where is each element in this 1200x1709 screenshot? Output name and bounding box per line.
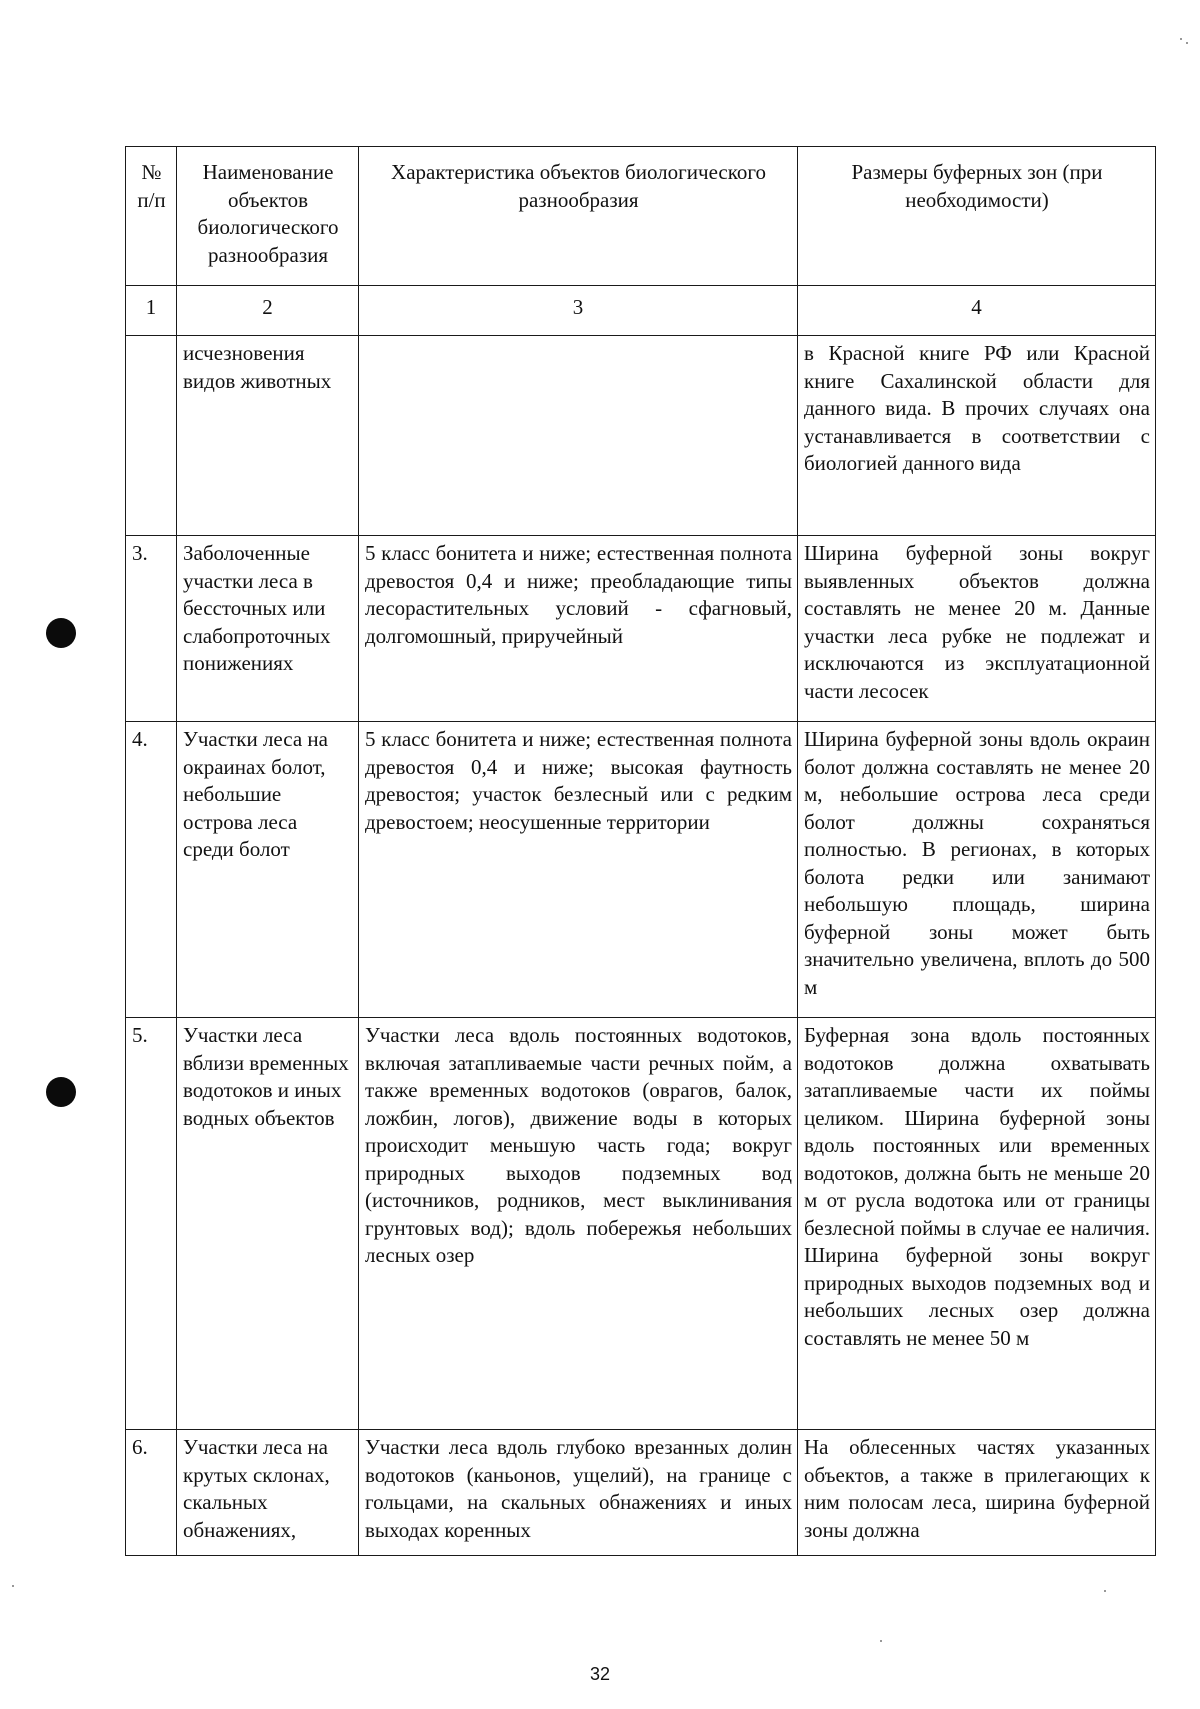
buffer-zone-size: На облесенных частях указанных объектов, а также в прилегающих к ним полосам леса, ширина буферной зоны должна	[798, 1430, 1156, 1556]
row-number: 3.	[126, 536, 177, 722]
object-name: Участки леса вблизи временных водотоков и иных водных объектов	[177, 1018, 359, 1430]
buffer-zone-size: Ширина буферной зоны вокруг выявленных объектов должна составлять не менее 20 м. Данные участки леса рубке не подлежат и исключаются из эксплуатационной части лесосек	[798, 536, 1156, 722]
column-number: 3	[359, 286, 798, 336]
scan-speck	[12, 1585, 14, 1587]
object-name: Заболоченные участки леса в бессточных или слабопроточных понижениях	[177, 536, 359, 722]
object-characteristic	[359, 336, 798, 536]
object-characteristic: Участки леса вдоль глубоко врезанных долин водотоков (каньонов, ущелий), на границе с гольцами, на скальных обнажениях и иных выходах коренных	[359, 1430, 798, 1556]
row-number: 4.	[126, 722, 177, 1018]
scan-speck	[1186, 42, 1188, 44]
header-characteristic: Характеристика объектов биологического разнообразия	[359, 147, 798, 286]
object-name: Участки леса на окраинах болот, небольшие острова леса среди болот	[177, 722, 359, 1018]
header-buffer-size: Размеры буферных зон (при необходимости)	[798, 147, 1156, 286]
object-characteristic: Участки леса вдоль постоянных водотоков, включая затапливаемые части речных пойм, а также временных водотоков (оврагов, балок, ложбин, логов), движение воды в которых происходит меньшую часть года; вокруг природных выходов подземных вод (источников, родников, мест выклинивания грунтовых вод); вдоль побережья небольших лесных озер	[359, 1018, 798, 1430]
punch-hole-upper	[46, 618, 76, 648]
row-number: 6.	[126, 1430, 177, 1556]
punch-hole-lower	[46, 1077, 76, 1107]
scan-speck	[1180, 38, 1182, 40]
object-characteristic: 5 класс бонитета и ниже; естественная полнота древостоя 0,4 и ниже; преобладающие типы лесорастительных условий - сфагновый, долгомошный, приручейный	[359, 536, 798, 722]
page-number: 32	[589, 1664, 611, 1684]
scan-speck	[1104, 1590, 1106, 1592]
table-row	[126, 336, 1156, 536]
scan-speck	[880, 1640, 882, 1642]
buffer-zone-size: Буферная зона вдоль постоянных водотоков должна охватывать затапливаемые части их поймы целиком. Ширина буферной зоны вдоль постоянных или временных водотоков, должна быть не меньше 20 м от русла водотока или от границы безлесной поймы в случае ее наличия. Ширина буферной зоны вокруг природных выходов подземных вод и небольших лесных озер должна составлять не менее 50 м	[798, 1018, 1156, 1430]
table-row	[126, 1430, 1156, 1556]
header-name: Наименование объектов биологического разнообразия	[177, 147, 359, 286]
buffer-zone-size: Ширина буферной зоны вдоль окраин болот должна составлять не менее 20 м, небольшие острова леса среди болот должны сохраняться полностью. В регионах, в которых болота редки или занимают небольшую площадь, ширина буферной зоны может быть значительно увеличена, вплоть до 500 м	[798, 722, 1156, 1018]
table-row	[126, 536, 1156, 722]
object-name: исчезновения видов животных	[177, 336, 359, 536]
column-number: 2	[177, 286, 359, 336]
column-number-row	[126, 286, 1156, 336]
object-characteristic: 5 класс бонитета и ниже; естественная полнота древостоя 0,4 и ниже; высокая фаутность древостоя; участок безлесный или с редким древостоем; неосушенные территории	[359, 722, 798, 1018]
header-number: № п/п	[126, 147, 177, 286]
header-row	[126, 147, 1156, 286]
row-number: 5.	[126, 1018, 177, 1430]
column-number: 4	[798, 286, 1156, 336]
table-row	[126, 1018, 1156, 1430]
row-number	[126, 336, 177, 536]
table-row	[126, 722, 1156, 1018]
object-name: Участки леса на крутых склонах, скальных обнажениях,	[177, 1430, 359, 1556]
biodiversity-table	[125, 146, 1156, 1556]
buffer-zone-size: в Красной книге РФ или Красной книге Сахалинской области для данного вида. В прочих случаях она устанавливается в соответствии с биологией данного вида	[798, 336, 1156, 536]
column-number: 1	[126, 286, 177, 336]
